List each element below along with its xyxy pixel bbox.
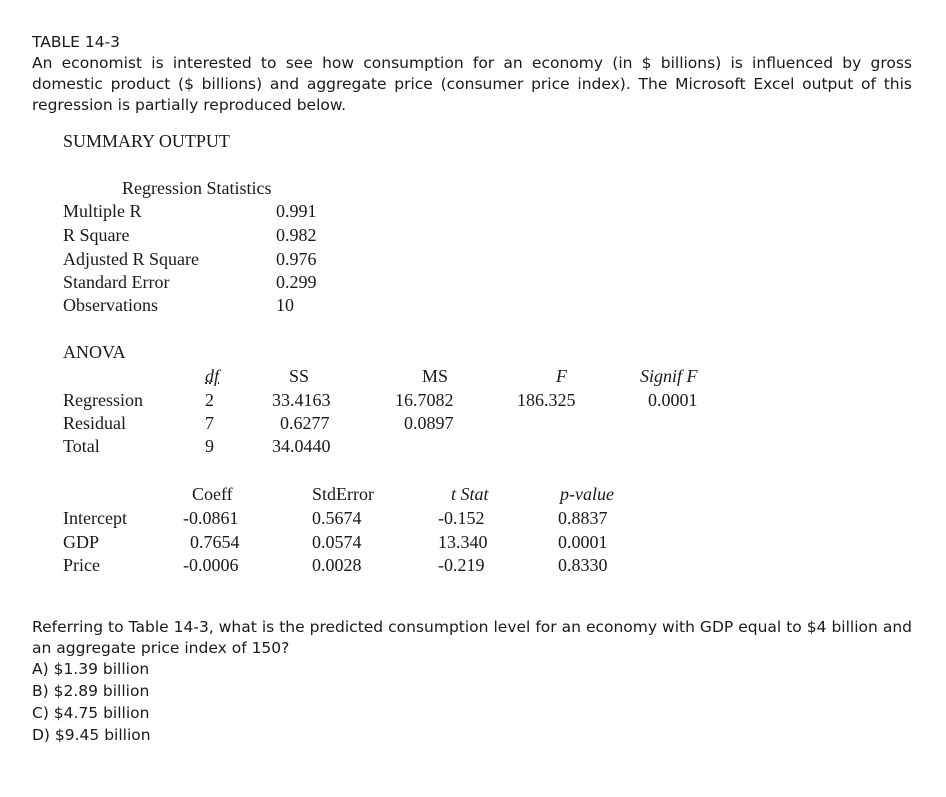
stat-label: Standard Error (63, 272, 170, 292)
coef-cell-pvalue: 0.8837 (558, 508, 608, 528)
anova-header-ms: MS (422, 366, 449, 386)
anova-cell-f: 186.325 (517, 390, 576, 410)
question-text: Referring to Table 14-3, what is the predicted consumption level for an economy with GDP equal to $4 billion and an aggregate price index of 150? (32, 618, 912, 657)
anova-header-df: df (205, 366, 220, 386)
anova-row-label: Residual (63, 413, 126, 433)
anova-cell-ss: 34.0440 (272, 436, 331, 456)
coef-row-label: GDP (63, 532, 100, 552)
coef-row-label: Price (63, 555, 100, 575)
anova-cell-ss: 33.4163 (272, 390, 331, 410)
anova-header-ss: SS (289, 366, 310, 386)
intro-paragraph: An economist is interested to see how consumption for an economy (in $ billions) is influenced by gross domestic product ($ billions) and aggregate price (consumer price index). The Microsoft Excel output of this regression is partially reproduced below. (32, 54, 912, 114)
anova-header-f: F (556, 366, 567, 386)
regression-statistics-heading: Regression Statistics (122, 178, 272, 198)
coef-cell-coeff: 0.7654 (190, 532, 240, 552)
stat-value: 0.991 (276, 201, 317, 221)
anova-row-label: Regression (63, 390, 143, 410)
answer-choice-c: C) $4.75 billion (32, 704, 150, 722)
anova-cell-df: 9 (205, 436, 214, 456)
stat-value: 0.976 (276, 249, 317, 269)
answer-choice-a: A) $1.39 billion (32, 660, 150, 678)
coef-header-stderr: StdError (312, 484, 374, 504)
stat-label: Observations (63, 295, 158, 315)
stat-label: R Square (63, 225, 130, 245)
stat-label: Adjusted R Square (63, 249, 199, 269)
coef-header-coeff: Coeff (192, 484, 233, 504)
coef-header-tstat: t Stat (451, 484, 489, 504)
anova-cell-df: 2 (205, 390, 214, 410)
coef-cell-coeff: -0.0006 (183, 555, 239, 575)
anova-row-label: Total (63, 436, 100, 456)
coef-cell-pvalue: 0.0001 (558, 532, 608, 552)
anova-cell-signif: 0.0001 (648, 390, 698, 410)
coef-cell-coeff: -0.0861 (183, 508, 239, 528)
stat-value: 0.982 (276, 225, 317, 245)
anova-cell-df: 7 (205, 413, 214, 433)
coef-cell-pvalue: 0.8330 (558, 555, 608, 575)
coef-cell-tstat: -0.152 (438, 508, 485, 528)
coef-cell-tstat: 13.340 (438, 532, 488, 552)
anova-title: ANOVA (63, 342, 126, 362)
anova-header-signif: Signif F (640, 366, 698, 386)
stat-label: Multiple R (63, 201, 142, 221)
coef-row-label: Intercept (63, 508, 127, 528)
anova-cell-ms: 16.7082 (395, 390, 454, 410)
coef-header-pvalue: p-value (560, 484, 614, 504)
anova-cell-ms: 0.0897 (404, 413, 454, 433)
answer-choice-d: D) $9.45 billion (32, 726, 151, 744)
stat-value: 10 (276, 295, 294, 315)
coef-cell-stderr: 0.0028 (312, 555, 362, 575)
stat-value: 0.299 (276, 272, 317, 292)
coef-cell-stderr: 0.5674 (312, 508, 362, 528)
coef-cell-stderr: 0.0574 (312, 532, 362, 552)
coef-cell-tstat: -0.219 (438, 555, 485, 575)
summary-output-title: SUMMARY OUTPUT (63, 131, 230, 151)
answer-choice-b: B) $2.89 billion (32, 682, 150, 700)
table-title: TABLE 14-3 (32, 33, 121, 51)
anova-cell-ss: 0.6277 (280, 413, 330, 433)
